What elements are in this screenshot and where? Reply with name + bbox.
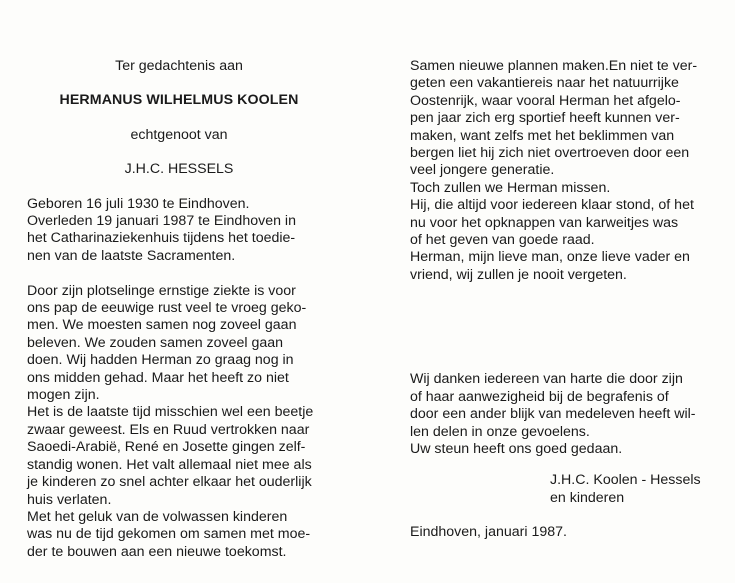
text-line: nu voor het opknappen van karweitjes was <box>410 214 679 231</box>
memorial-paragraph <box>27 283 331 562</box>
text-line: maken, want zelfs met het beklimmen van <box>410 127 675 144</box>
text-line: of haar aanwezigheid bij de begrafenis of <box>410 388 669 405</box>
text-line: of het geven van goede raad. <box>410 232 595 249</box>
text-line: beleven. We zouden samen zoveel gaan <box>27 334 284 351</box>
relation-text: echtgenoot van <box>130 126 228 143</box>
text-line: nen van de laatste Sacramenten. <box>27 247 236 264</box>
deceased-name: HERMANUS WILHELMUS KOOLEN <box>59 92 299 109</box>
text-line: door een ander blijk van medeleven heeft wil- <box>410 406 696 423</box>
text-line: zwaar geweest. Els en Ruud vertrokken naar <box>27 421 310 438</box>
text-line: was nu de tijd gekomen om samen met moe- <box>27 526 311 543</box>
text-line: veel jongere generatie. <box>410 162 555 179</box>
text-line: Overleden 19 januari 1987 te Eindhoven in <box>27 213 296 230</box>
place-date: Eindhoven, januari 1987. <box>410 524 567 541</box>
text-line: bergen liet hij zich niet overtroeven door een <box>410 145 690 162</box>
text-line: ons pap de eeuwige rust veel te vroeg geko- <box>27 300 307 317</box>
text-line: Saoedi-Arabië, René en Josette gingen zelf- <box>27 439 306 456</box>
text-line: mogen zijn. <box>27 387 100 404</box>
thanks-paragraph <box>410 371 716 458</box>
text-line: Toch zullen we Herman missen. <box>410 179 611 196</box>
text-line: geten een vakantiereis naar het natuurrijke <box>410 75 679 92</box>
text-line: ons midden gehad. Maar het heeft zo niet <box>27 369 289 386</box>
left-column <box>27 58 331 561</box>
text-line: vriend, wij zullen je nooit vergeten. <box>410 266 627 283</box>
text-line: huis verlaten. <box>27 491 112 508</box>
text-line: Herman, mijn lieve man, onze lieve vader en <box>410 249 690 266</box>
right-column <box>410 58 716 542</box>
text-line: Samen nieuwe plannen maken.En niet te ver- <box>410 58 698 74</box>
memorial-header: Ter gedachtenis aan <box>115 58 243 74</box>
spouse-name: J.H.C. HESSELS <box>124 161 234 178</box>
text-line: Geboren 16 juli 1930 te Eindhoven. <box>27 195 250 212</box>
signature-line: J.H.C. Koolen - Hessels <box>550 472 701 489</box>
text-line: je kinderen zo snel achter elkaar het ouderlijk <box>27 474 312 491</box>
text-line: men. We moesten samen nog zoveel gaan <box>27 317 297 334</box>
birth-death-paragraph <box>27 196 331 266</box>
memories-paragraph <box>410 58 716 284</box>
text-line: standig wonen. Het valt allemaal niet mee als <box>27 456 312 473</box>
text-line: Met het geluk van de volwassen kinderen <box>27 508 288 525</box>
signature-block <box>550 472 716 507</box>
text-line: der te bouwen aan een nieuwe toekomst. <box>27 543 287 560</box>
text-line: het Catharinaziekenhuis tijdens het toedie- <box>27 230 296 247</box>
text-line: pen jaar zich erg sportief heeft kunnen ver- <box>410 110 680 127</box>
text-line: Door zijn plotselinge ernstige ziekte is voor <box>27 282 296 299</box>
text-line: Het is de laatste tijd misschien wel een beetje <box>27 404 314 421</box>
signature-line: en kinderen <box>550 489 625 506</box>
text-line: Wij danken iedereen van harte die door zijn <box>410 371 683 388</box>
text-line: Uw steun heeft ons goed gedaan. <box>410 440 623 457</box>
text-line: Hij, die altijd voor iedereen klaar stond, of het <box>410 197 694 214</box>
text-line: doen. Wij hadden Herman zo graag nog in <box>27 352 294 369</box>
text-line: len delen in onze gevoelens. <box>410 423 590 440</box>
text-line: Oostenrijk, waar vooral Herman het afgelo- <box>410 92 681 109</box>
